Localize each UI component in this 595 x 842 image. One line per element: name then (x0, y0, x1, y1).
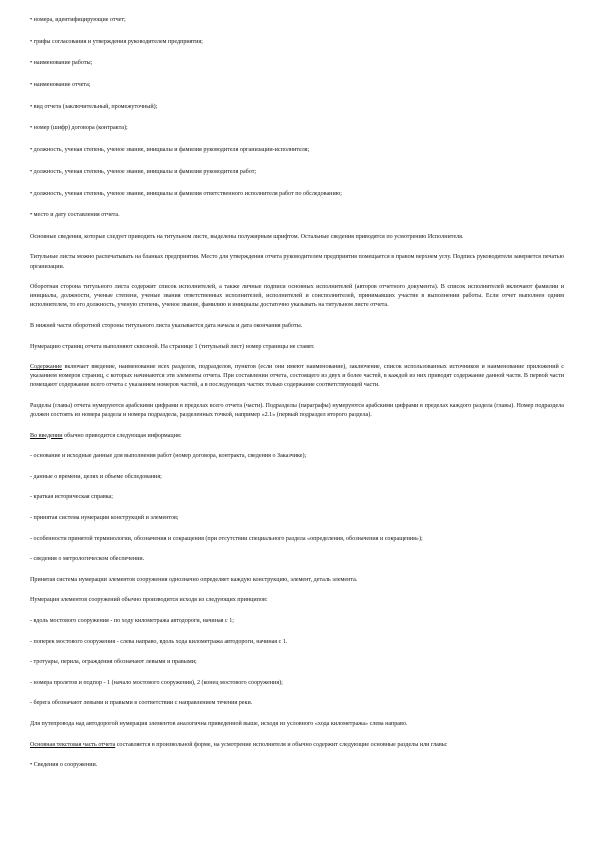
title-item-approval-stamps: • грифы согласования и утверждения руководителем предприятия; (30, 38, 203, 45)
paragraph-introduction (30, 432, 564, 441)
main-part-text: составляется в произвольной форме, на усмотрение исполнителя и обычно содержит следующие основные разделы или главы: (115, 741, 448, 748)
paragraph-numbering-principles: Нумерация элементов сооружений обычно производится исходя из следующих принципов: (30, 597, 268, 604)
title-item-place-date: • место и дату составления отчета. (30, 212, 120, 219)
contents-heading: Содержание (30, 364, 62, 371)
paragraph-page-numbering: Нумерацию страниц отчета выполняют сквозной. На странице 1 (титульный лист) номер страницы не ставят. (30, 343, 315, 350)
intro-item-numbering-system: - принятая система нумерации конструкций и элементов; (30, 514, 179, 521)
intro-item-terminology: - особенности принятой терминологии, обозначения и сокращения (при отсутствии специального раздела «определения, обозначения и сокращения»); (30, 535, 423, 542)
main-part-heading: Основная текстовая часть отчета (30, 741, 116, 748)
principle-item-spans: - номера пролетов и подпор - 1 (начало мостового сооружения), 2 (конец мостового сооружения); (30, 679, 283, 686)
title-item-work-head: • должность, ученая степень, ученое звание, инициалы и фамилия руководителя работ; (30, 168, 257, 175)
paragraph-dates: В нижней части оборотной стороны титульного листа указывается дата начала и дата окончания работы. (30, 322, 303, 329)
title-item-responsible-executor: • должность, ученая степень, ученое звание, инициалы и фамилия ответственного исполнителя работ по обследованию; (30, 190, 342, 197)
paragraph-section-numbering: Разделы (главы) отчета нумеруются арабскими цифрами в пределах всего отчета (части). Подразделы (параграфы) нумеруются арабскими цифрами в пределах каждого раздела (главы). Номер подраздела должен состоять из номера раздела и номера подраздела, разделенных точкой, например «2.1» (первый подраздел второго раздела). (30, 402, 564, 418)
intro-item-time-goals: - данные о времени, целях и объеме обследования; (30, 473, 162, 480)
principle-item-across: - поперек мостового сооружения - слева направо, вдоль хода километража автодороги, начиная с 1. (30, 638, 288, 645)
introduction-text: обычно приводится следующая информация: (62, 432, 182, 439)
principle-item-along: - вдоль мостового сооружения - по ходу километража автодороги, начиная с 1; (30, 617, 234, 624)
paragraph-overpass: Для путепровода над автодорогой нумерация элементов аналогична приведенной выше, исходя из условного «хода километража» слева направо. (30, 720, 408, 727)
contents-text: включает введение, наименование всех разделов, подразделов, пунктов (если они имеют наименование), заключение, список использованных источников и наименование приложений с указанием номеров страниц, с которых начинаются эти элементы отчета. При составлении отчета, состоящего из двух и более частей, в каждой из них приводят содержание данной части. В первой части помещают содержание всего отчета с указанием номеров частей, а в последующих частях только содержание соответствующей части. (30, 364, 564, 389)
principle-item-sidewalks: - тротуары, перила, ограждения обозначают левыми и правыми; (30, 659, 197, 666)
section-item-structure-info: • Сведения о сооружении. (30, 762, 98, 769)
title-item-work-name: • наименование работы; (30, 60, 93, 67)
title-item-report-type: • вид отчета (заключительный, промежуточный); (30, 103, 158, 110)
document-page (30, 16, 564, 783)
paragraph-main-part (30, 741, 564, 750)
introduction-heading: Во введении (30, 432, 63, 439)
intro-item-history: - краткая историческая справка; (30, 494, 113, 501)
title-item-report-numbers: • номера, идентифицирующие отчет; (30, 17, 126, 23)
intro-item-basis: - основание и исходные данные для выполнения работ (номер договора, контракта, сведения о Заказчике); (30, 453, 307, 460)
paragraph-title-pages: Титульные листы можно распечатывать на бланках предприятия. Место для утверждения отчета руководителем предприятия помещается в правом верхнем углу. Подпись руководителя заверяется печатью организации. (30, 254, 564, 270)
paragraph-numbering-system: Принятая система нумерации элементов сооружения однозначно определяет каждую конструкцию, элемент, деталь элемента. (30, 576, 358, 583)
paragraph-main-info: Основные сведения, которые следует приводить на титульном листе, выделены полужирным шрифтом. Остальные сведения приводятся по усмотрению Исполнителя. (30, 233, 464, 240)
title-item-report-name: • наименование отчета; (30, 82, 91, 89)
title-item-contract-number: • номер (шифр) договора (контракта); (30, 125, 128, 132)
intro-item-metrology: - сведения о метрологическом обеспечении. (30, 556, 145, 563)
title-item-org-head: • должность, ученая степень, ученое звание, инициалы и фамилия руководителя организации-исполнителя; (30, 147, 310, 154)
paragraph-reverse-side: Оборотная сторона титульного листа содержит список исполнителей, а также личные подписи основных исполнителей (авторов отчетного документа). В список исполнителей включают фамилии и инициалы, должности, ученые степени, ученые звания ответственных исполнителей, исполнителей и соисполнителей, принимавших участие в выполнении работы. Если отчет выполнен одним исполнителем, то его должность, ученую степень, ученое звание, фамилию и инициалы достаточно указывать на титульном листе отчета. (30, 284, 564, 309)
paragraph-contents (30, 363, 564, 390)
principle-item-banks: - берега обозначают левыми и правыми в соответствии с направлением течения реки. (30, 700, 253, 707)
